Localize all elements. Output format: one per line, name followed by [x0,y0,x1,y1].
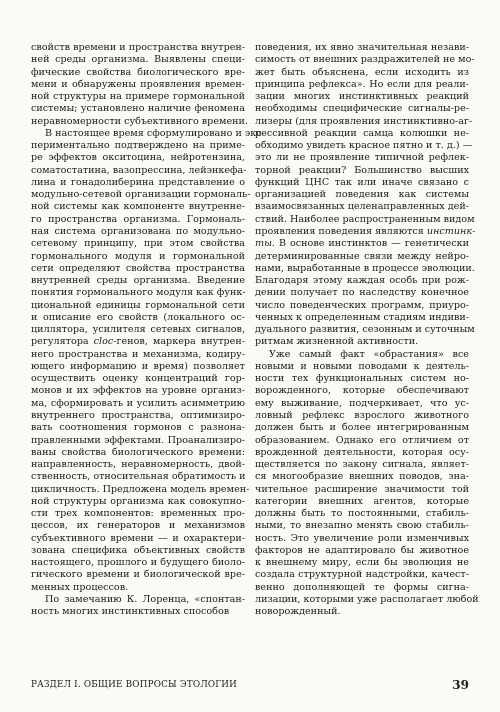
text-line: новыми и новыми поводами к деятель- [255,360,469,372]
text-line: ной системы как компоненте внутренне- [31,201,245,213]
text-line: симость от внешних раздражителей не мо- [255,54,475,66]
text-line: число поведенческих программ, приуро- [255,299,469,311]
text-line: ствий. Наиболее распространенным видом [255,213,475,225]
text-line: жет быть объяснена, если исходить из [255,66,469,78]
text-line: ственность, относительная обратимость и [31,471,246,483]
text-line: ной структуры организма как совокупно- [31,495,245,507]
text-line: го пространства организма. Гормональ- [31,213,245,225]
text-line: направленность, неравномерность, двой- [31,459,245,471]
text-line: ре эффектов окситоцина, нейротензина, [31,152,245,164]
text-line: периментально подтверждено на приме- [31,140,245,152]
text-line: необходимы специфические сигналы-ре- [255,103,469,115]
text-line: торной реакции? Большинство высших [255,164,469,176]
text-line: Благодаря этому каждая особь при рож- [255,275,469,287]
text-line: цикличность. Предложена модель времен- [31,483,250,495]
text-line: ему выживание, подчеркивает, что ус- [255,397,469,409]
text-line: ченных к определенным стадиям индиви- [255,311,469,323]
text-line: должны быть то постоянными, стабиль- [255,508,469,520]
text-line: ществляется по закону сигнала, являет- [255,459,469,471]
text-line: дуального развития, сезонным и суточным [255,324,475,336]
text-line: сти трех компонентов: временных про- [31,508,245,520]
text-line: фические свойства биологического вре- [31,66,245,78]
text-line: принципа рефлекса». Но если для реали- [255,78,469,90]
text-line: ты. В основе инстинктов — генетически [255,238,469,250]
text-line: внутреннего пространства, оптимизиро- [31,409,245,421]
text-line: субъективного времени — и охарактери- [31,532,245,544]
text-line: поведения, их явно значительная незави- [255,42,469,53]
text-line: регулятора cloc-генов, маркера внутрен- [31,336,245,348]
text-line: соматостатина, вазопрессина, лейэнкефа- [31,164,247,176]
text-line: детерминированные связи между нейро- [255,250,469,262]
text-line: зована специфика объективных свойств [31,544,245,556]
text-line: ловный рефлекс взрослого животного [255,409,469,421]
text-line: правленными эффектами. Проанализиро- [31,434,245,446]
text-line: и описание его свойств (локального ос- [31,311,245,323]
text-line: ной структуры на примере гормональной [31,91,245,103]
text-line: менных процессов. [31,581,129,593]
text-line: ности тех функциональных систем но- [255,373,469,385]
text-line: функций ЦНС так или иначе связано с [255,176,469,188]
text-line: ся многообразие внешних поводов, зна- [255,471,469,483]
text-line: зации многих инстинктивных реакций [255,91,469,103]
text-line: ными, то внезапно менять свою стабиль- [255,520,469,532]
text-line: свойств времени и пространства внутрен- [31,42,246,53]
text-line: лина и гонадолиберина представление о [31,176,245,188]
text-line: организацией поведения как системы [255,189,469,201]
text-line: врожденной деятельности, которая осу- [255,446,469,458]
text-line: осуществить оценку концентраций гор- [31,373,245,385]
text-line: внутренней среды организма. Введение [31,275,245,287]
text-line: рессивной реакции самца колюшки не- [255,127,469,139]
text-line: венно дополняющей те формы сигна- [255,581,469,593]
text-line: циллятора, усилителя сетевых сигналов, [31,324,245,336]
left-text-column [31,42,265,618]
running-footer-section: РАЗДЕЛ I. ОБЩИЕ ВОПРОСЫ ЭТОЛОГИИ [31,680,238,690]
text-line: ворожденного, которые обеспечивают [255,385,469,397]
text-line: ность многих инстинктивных способов [31,606,230,618]
text-line: настоящего, прошлого и будущего биоло- [31,557,245,569]
text-line: ней среды организма. Выявлены специ- [31,54,245,66]
text-line: неравномерности субъективного времени. [31,115,248,127]
text-line: лизации, которыми уже располагает любой [255,593,479,605]
text-line: обходимо увидеть красное пятно и т. д.) — [255,140,473,152]
text-line: гормонального модуля и гормональной [31,250,245,262]
text-line: мени и обнаружены проявления времен- [31,78,245,90]
text-line: ющего информацию и время) позволяет [31,360,245,372]
right-text-column [255,42,479,618]
text-line: цессов, их генераторов и механизмов [31,520,245,532]
text-line: По замечанию К. Лоренца, «спонтан- [45,593,245,605]
text-line: это ли не проявление типичной рефлек- [255,152,469,164]
text-line: ритмам жизненной активности. [255,336,419,348]
text-line: гического времени и биологической вре- [31,569,245,581]
text-line: монов и их эффектов на уровне организ- [31,385,245,397]
text-line: В настоящее время сформулировано и экс- [45,127,265,139]
text-line: факторов не адаптировало бы животное [255,544,469,556]
text-line: проявления поведения являются инстинк- [255,225,476,237]
text-line: вать соотношения гормонов с разнона- [31,422,245,434]
text-line: создала структурной надстройки, качест- [255,569,469,581]
text-line: него пространства и механизма, кодиру- [31,348,245,360]
text-line: ная система организована по модульно- [31,225,245,237]
text-line: понятия гормонального модуля как функ- [31,287,246,299]
text-line: модульно-сетевой организации гормональ- [31,189,251,201]
text-line: сети определяют свойства пространства [31,262,245,274]
text-line: должен быть и более интегрированным [255,422,469,434]
text-line: ваны свойства биологического времени: [31,446,245,458]
text-line: ма, сформировать и усилить асимметрию [31,397,245,409]
text-line: взаимосвязанных целенаправленных дей- [255,201,469,213]
text-line: системы; установлено наличие феномена [31,103,245,115]
text-line: чительное расширение значимости той [255,483,469,495]
text-line: дении получает по наследству конечное [255,287,469,299]
text-line: новорожденный. [255,606,341,618]
text-line: лизеры (для проявления инстинктивно-аг- [255,115,473,127]
page-number: 39 [452,678,469,692]
page-footer [31,680,469,694]
text-line: образованием. Однако его отличием от [255,434,469,446]
text-line: циональной единицы гормональной сети [31,299,245,311]
text-line: нами, выработанные в процессе эволюции. [255,262,475,274]
text-line: сетевому принципу, при этом свойства [31,238,245,250]
text-line: Уже самый факт «обрастания» все [269,348,469,360]
text-line: ность. Это увеличение роли изменчивых [255,532,469,544]
text-line: категории внешних агентов, которые [255,495,469,507]
text-line: к внешнему миру, если бы эволюция не [255,557,469,569]
